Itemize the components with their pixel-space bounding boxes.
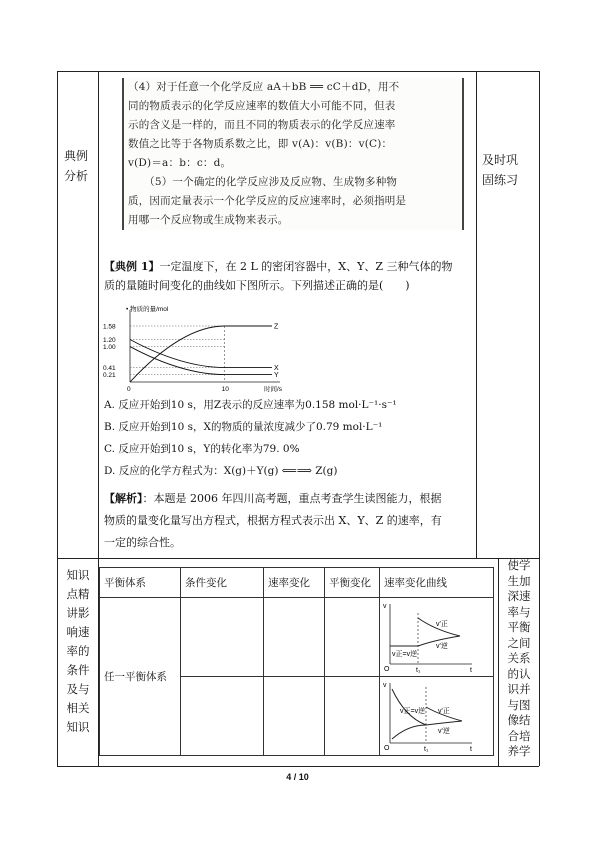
cell-empty	[264, 677, 325, 756]
row2-right-line: 的认	[507, 666, 531, 681]
cell-empty	[264, 598, 325, 677]
row2-right-line: 深速	[507, 589, 531, 603]
cell-empty	[325, 677, 380, 756]
row2-label-line: 率的	[66, 644, 90, 658]
option-c: C. 反应开始到10 s，Y的转化率为79. 0%	[104, 443, 300, 455]
analysis-line: ：本题是 2006 年四川高考题，重点考查学生读图能力，根据	[142, 492, 442, 505]
options-list	[104, 397, 476, 479]
row1-right-text	[482, 150, 538, 190]
notes-line: 示的含义是一样的，而且不同的物质表示的化学反应速率	[128, 119, 396, 131]
notes-line: v(D)＝a：b：c：d。	[128, 157, 232, 169]
series-label-y: Y	[274, 372, 279, 380]
row2-right-line: 之间	[507, 635, 531, 650]
analysis-line: 物质的量变化量写出方程式，根据方程式表示出 X、Y、Z 的速率，有	[104, 514, 442, 527]
example-tag: 【典例 1】	[104, 260, 160, 273]
header-rate-change: 速率变化	[264, 568, 325, 598]
header-equilibrium-change: 平衡变化	[325, 568, 380, 598]
cell-empty	[325, 598, 380, 677]
g2-x-label: t	[470, 746, 472, 752]
header-condition: 条件变化	[181, 568, 264, 598]
row2-right-line: 养学	[507, 744, 531, 758]
g1-v-rev: v'逆	[436, 643, 448, 650]
rate-curve-graph-2	[380, 677, 480, 752]
col-divider-right-2	[498, 558, 499, 766]
x-tick-label: 10	[221, 386, 229, 393]
row2-right-line: 识并	[507, 682, 531, 696]
rate-curve-graph-1	[380, 598, 480, 673]
row2-right-line: 与图	[507, 697, 531, 712]
table-top-border	[57, 71, 539, 72]
g2-y-label: v	[383, 682, 387, 689]
row1-label-line: 典例	[64, 149, 89, 163]
g2-t1: t₁	[424, 746, 429, 752]
g2-v-eq: v正=v逆	[400, 708, 426, 715]
row2-label	[60, 566, 96, 737]
row2-label-line: 条件	[66, 663, 90, 677]
notes-line: 数值之比等于各物质系数之比，即 v(A)：v(B)：v(C)：	[128, 138, 393, 150]
analysis-tag: 【解析】	[104, 492, 143, 505]
g1-v-pos: v'正	[436, 621, 448, 628]
option-d: D. 反应的化学方程式为：X(g)＋Y(g) ⟸⟹ Z(g)	[104, 465, 338, 477]
rate-curve-cell-1	[380, 598, 494, 677]
y-tick-label: 0.41	[103, 364, 116, 372]
notes-line: 同的物质表示的化学反应速率的数值大小可能不同，但表	[128, 100, 396, 112]
notes-line: （5）一个确定的化学反应涉及反应物、生成物多种物	[128, 176, 398, 188]
analysis-line: 一定的综合性。	[104, 536, 181, 549]
row2-label-line: 点精	[66, 587, 90, 601]
y-tick-label: 1.58	[103, 323, 116, 331]
series-label-z: Z	[274, 323, 279, 331]
row-label-any-system: 任一平衡体系	[100, 598, 181, 756]
row1-label	[64, 146, 96, 186]
g1-t1: t₁	[416, 667, 421, 673]
row2-right-line: 生加	[507, 573, 531, 588]
option-b: B. 反应开始到10 s，X的物质的量浓度减少了0.79 mol·L⁻¹	[104, 421, 383, 433]
row2-label-line: 知识	[66, 568, 90, 582]
table-right-border	[539, 71, 540, 766]
g2-v-rev: v'逆	[438, 728, 450, 735]
table-left-border	[57, 71, 58, 766]
row2-label-line: 及与	[66, 682, 90, 696]
option-a: A. 反应开始到10 s，用Z表示的反应速率为0.158 mol·L⁻¹·s⁻¹	[104, 399, 397, 411]
g1-x-label: t	[470, 667, 472, 673]
cell-empty	[181, 598, 264, 677]
row2-right-line: 像结	[507, 713, 531, 727]
row1-label-line: 分析	[64, 169, 89, 183]
y-axis-label: • 物质的量/mol	[126, 306, 169, 313]
y-tick-label: 1.20	[103, 336, 116, 344]
x-axis-label: 时间/s	[264, 386, 283, 393]
row2-right-text	[501, 558, 537, 760]
row2-label-line: 响速	[66, 625, 90, 639]
analysis	[104, 488, 476, 554]
col-divider-right	[476, 71, 477, 558]
row2-right-line: 率与	[507, 604, 531, 619]
g1-origin: O	[384, 666, 390, 673]
y-tick-label: 1.00	[103, 344, 116, 352]
page-number: 4 / 10	[286, 772, 309, 782]
x-tick-label: 0	[127, 386, 131, 393]
example-stem	[104, 257, 474, 295]
amount-time-chart	[102, 302, 292, 394]
g1-v-eq: v正=v逆	[392, 651, 418, 658]
row2-right-line: 关系	[507, 651, 531, 665]
notes-line: 用哪一个反应物或生成物来表示。	[128, 214, 289, 226]
notes-line: 质，因而定量表示一个化学反应的反应速率时，必须指明是	[128, 195, 407, 207]
row1-right-line: 固练习	[482, 173, 519, 187]
row1-right-line: 及时巩	[482, 153, 519, 167]
y-tick-label: 0.21	[103, 372, 116, 380]
row2-right-line: 合培	[507, 728, 531, 743]
rate-curve-cell-2	[380, 677, 494, 756]
row2-label-line: 讲影	[66, 606, 90, 620]
row-divider	[57, 558, 539, 559]
example-stem-line: 一定温度下，在 2 L 的密闭容器中，X、Y、Z 三种气体的物	[159, 260, 453, 273]
series-line-x	[130, 339, 272, 367]
scanned-notes-box	[122, 78, 464, 230]
g1-y-label: v	[383, 603, 387, 610]
row2-right-line: 平衡	[507, 620, 531, 634]
header-system: 平衡体系	[100, 568, 181, 598]
row2-label-line: 相关	[66, 701, 90, 715]
cell-empty	[181, 677, 264, 756]
row2-label-line: 知识	[66, 720, 90, 734]
example-stem-line: 质的量随时间变化的曲线如下图所示。下列描述正确的是( )	[104, 279, 410, 292]
row2-right-line: 使学	[507, 558, 531, 572]
g2-v-pos: v'正	[438, 708, 450, 715]
equilibrium-table	[99, 567, 494, 756]
notes-line: （4）对于任意一个化学反应 aA＋bB ══ cC＋dD，用不	[128, 81, 400, 93]
series-label-x: X	[274, 364, 279, 372]
g2-origin: O	[384, 745, 390, 752]
series-line-z	[130, 326, 272, 382]
table-bottom-border	[57, 766, 539, 767]
header-rate-curve: 速率变化曲线	[380, 568, 494, 598]
